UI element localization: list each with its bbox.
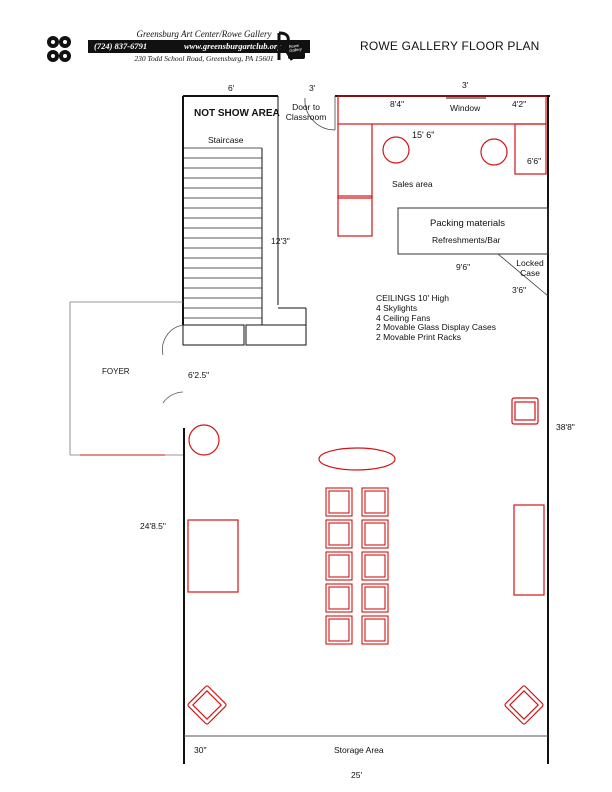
dim-4-2: 4'2"	[512, 99, 527, 109]
foyer-outline	[70, 302, 183, 455]
dim-3ft-door: 3'	[309, 83, 316, 93]
packing-bar-box	[398, 208, 548, 254]
note-skylights: 4 Skylights	[376, 302, 418, 313]
dim-30in: 30"	[194, 745, 207, 755]
note-ceiling-fans: 4 Ceiling Fans	[376, 312, 431, 323]
chair-east	[512, 398, 538, 424]
corner-chair-se	[504, 685, 544, 725]
staircase-label: Staircase	[208, 135, 244, 145]
rowe-logo-text: Rowe Gallery	[288, 42, 303, 54]
note-display-cases: 2 Movable Glass Display Cases	[376, 322, 496, 333]
landing-box-right	[246, 325, 306, 345]
dim-24-8-5: 24'8.5"	[140, 521, 166, 531]
refreshments-label: Refreshments/Bar	[432, 235, 501, 245]
dim-15-6: 15' 6"	[412, 130, 435, 140]
dim-8-4: 8'4"	[390, 99, 405, 109]
dim-6-2-5: 6'2.5"	[188, 370, 210, 380]
print-rack-west	[188, 520, 238, 592]
foyer-label: FOYER	[102, 367, 130, 376]
dim-12-3: 12'3"	[271, 236, 290, 246]
dim-3-6: 3'6"	[512, 285, 527, 295]
org-name: Greensburg Art Center/Rowe Gallery	[136, 29, 272, 39]
dim-6-6: 6'6"	[527, 156, 542, 166]
display-pedestal-2	[481, 139, 507, 165]
room-notes	[376, 294, 496, 343]
locked-case-label: Locked Case	[516, 258, 544, 278]
display-pedestal-1	[383, 137, 409, 163]
storage-area-label: Storage Area	[334, 745, 384, 755]
dim-25ft: 25'	[351, 770, 363, 780]
pedestal-entrance	[189, 425, 219, 455]
not-show-area-label: NOT SHOW AREA	[194, 108, 280, 119]
dim-6ft: 6'	[228, 83, 235, 93]
dim-9-6: 9'6"	[456, 262, 471, 272]
corner-chair-sw	[187, 685, 227, 725]
foyer-door-swing-upper	[162, 325, 183, 355]
seating-grid	[326, 488, 388, 644]
website-link[interactable]: www.greensburgartclub.org	[184, 41, 282, 51]
note-print-racks: 2 Movable Print Racks	[376, 332, 462, 343]
page-title: ROWE GALLERY FLOOR PLAN	[360, 39, 540, 53]
foyer-door-swing-lower	[163, 392, 183, 403]
landing-box-left	[183, 325, 244, 345]
window-label: Window	[450, 103, 481, 113]
sales-area-label: Sales area	[392, 179, 433, 189]
dim-38-8: 38'8"	[556, 422, 575, 432]
staircase-treads	[183, 148, 262, 318]
packing-materials-label: Packing materials	[430, 218, 505, 229]
address: 230 Todd School Road, Greensburg, PA 15601	[134, 54, 274, 63]
print-rack-east	[514, 505, 544, 595]
dim-3ft-window: 3'	[462, 80, 469, 90]
note-ceilings: CEILINGS 10' High	[376, 293, 449, 303]
sales-counter	[338, 96, 546, 236]
phone-number: (724) 837-6791	[94, 41, 148, 51]
door-to-classroom-label: Door to Classroom	[285, 102, 327, 122]
center-bench	[319, 448, 395, 470]
